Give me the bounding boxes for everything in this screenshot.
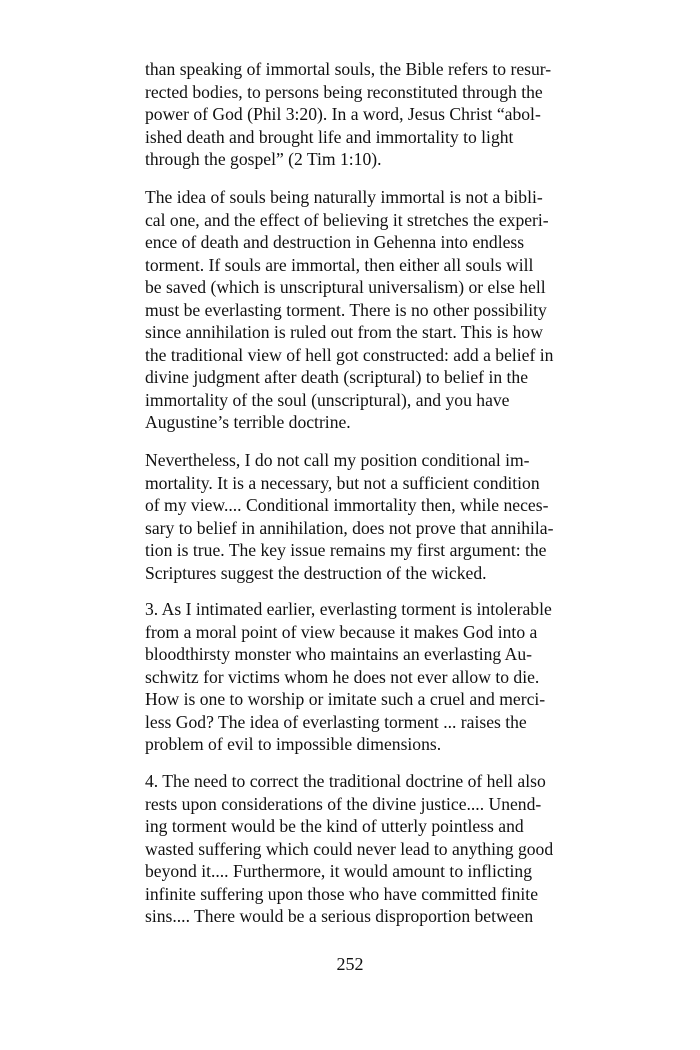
- paragraph-5: [145, 770, 585, 928]
- text-line: wasted suffering which could never lead to anything good: [145, 838, 554, 859]
- text-line: less God? The idea of everlasting torment ... raises the: [145, 711, 527, 732]
- text-line: schwitz for victims whom he does not ever allow to die.: [145, 666, 540, 687]
- text-line: Scriptures suggest the destruction of the wicked.: [145, 562, 487, 583]
- text-line: power of God (Phil 3:20). In a word, Jesus Christ “abol-: [145, 104, 541, 124]
- text-line: rests upon considerations of the divine justice.... Unend-: [145, 793, 542, 814]
- text-line: How is one to worship or imitate such a cruel and merci-: [145, 689, 546, 709]
- text-line: mortality. It is a necessary, but not a sufficient condition: [145, 472, 540, 493]
- text-line: the traditional view of hell got constructed: add a belief in: [145, 344, 554, 365]
- text-line: bloodthirsty monster who maintains an everlasting Au-: [145, 644, 533, 664]
- text-line: ing torment would be the kind of utterly pointless and: [145, 816, 524, 836]
- text-line: through the gospel” (2 Tim 1:10).: [145, 149, 382, 169]
- text-line: than speaking of immortal souls, the Bible refers to resur-: [145, 59, 552, 79]
- text-line: Augustine’s terrible doctrine.: [145, 412, 351, 432]
- text-line: immortality of the soul (unscriptural), and you have: [145, 389, 510, 410]
- text-line: ished death and brought life and immortality to light: [145, 126, 514, 147]
- text-line: beyond it.... Furthermore, it would amount to inflicting: [145, 861, 533, 881]
- text-line: be saved (which is unscriptural universalism) or else hell: [145, 277, 546, 297]
- page-number: 252: [336, 954, 364, 974]
- text-line: problem of evil to impossible dimensions.: [145, 734, 442, 754]
- paragraph-4: [145, 598, 585, 756]
- text-line: cal one, and the effect of believing it stretches the experi-: [145, 209, 549, 230]
- text-line: sins.... There would be a serious disproportion between: [145, 906, 534, 926]
- text-line: Nevertheless, I do not call my position conditional im-: [145, 450, 530, 470]
- text-line: torment. If souls are immortal, then either all souls will: [145, 254, 534, 275]
- text-line: 4. The need to correct the traditional doctrine of hell also: [145, 771, 546, 791]
- text-line: infinite suffering upon those who have committed finite: [145, 883, 539, 904]
- text-line: sary to belief in annihilation, does not prove that annihila-: [145, 517, 554, 538]
- text-line: tion is true. The key issue remains my first argument: the: [145, 540, 547, 560]
- paragraph-1: [145, 58, 585, 171]
- text-line: of my view.... Conditional immortality then, while neces-: [145, 495, 549, 515]
- text-line: The idea of souls being naturally immortal is not a bibli-: [145, 187, 543, 207]
- text-line: must be everlasting torment. There is no other possibility: [145, 299, 547, 320]
- text-line: divine judgment after death (scriptural) to belief in the: [145, 367, 529, 387]
- paragraph-2: [145, 186, 585, 434]
- text-line: from a moral point of view because it makes God into a: [145, 621, 538, 642]
- paragraph-3: [145, 449, 585, 584]
- text-line: 3. As I intimated earlier, everlasting torment is intolerable: [145, 599, 552, 619]
- text-line: since annihilation is ruled out from the start. This is how: [145, 322, 543, 342]
- text-line: ence of death and destruction in Gehenna into endless: [145, 232, 525, 252]
- text-line: rected bodies, to persons being reconstituted through the: [145, 81, 543, 102]
